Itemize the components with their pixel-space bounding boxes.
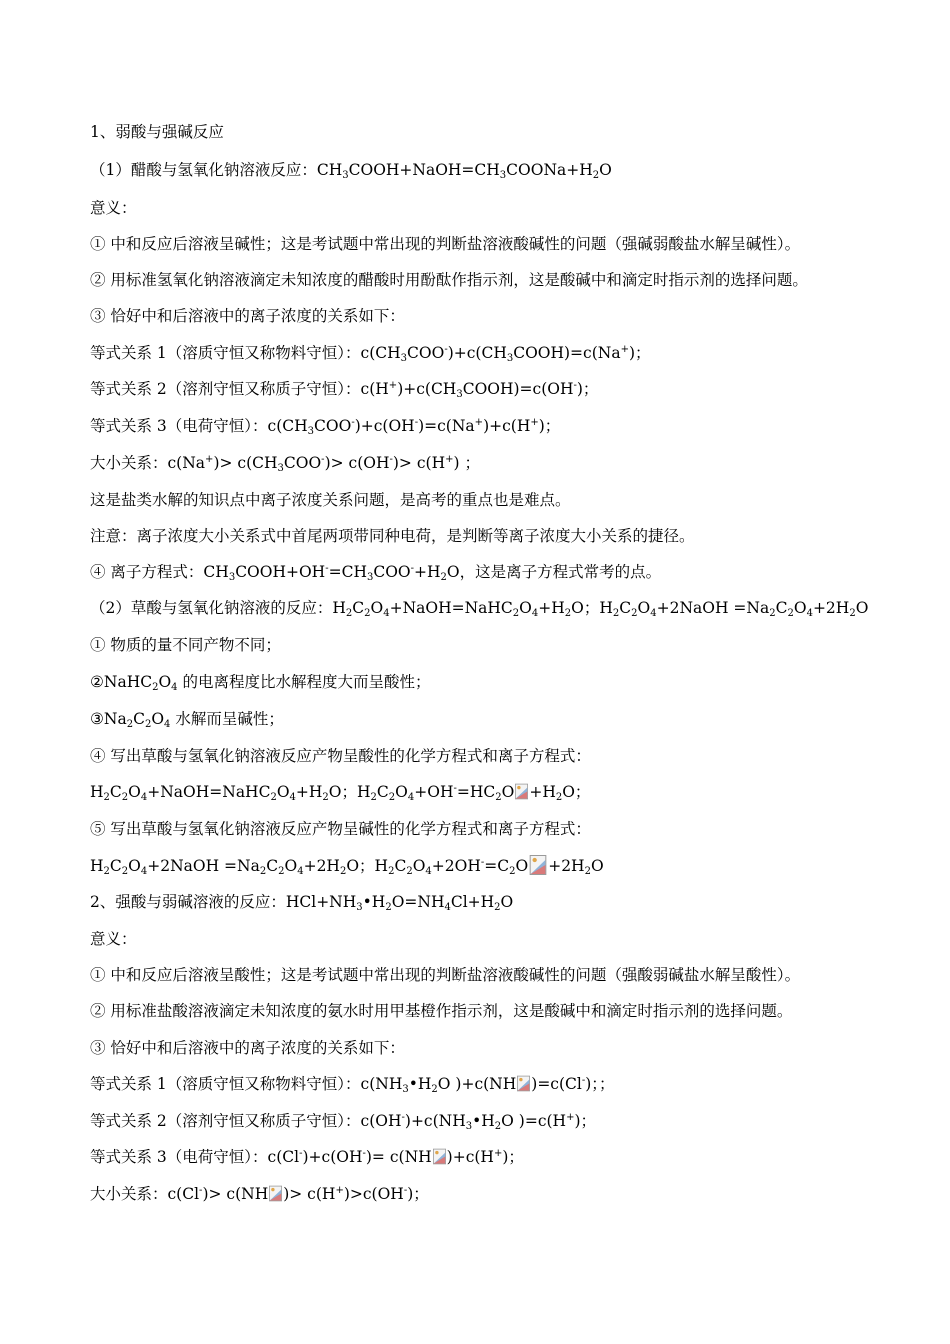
text-segment: O )+c(NH (437, 1075, 517, 1093)
text-segment: +NaOH=NaHC (389, 599, 513, 617)
subscript: 2 (388, 792, 396, 803)
text-segment: O (370, 599, 384, 617)
text-line (90, 270, 808, 290)
text-segment: 注意：离子浓度大小关系式中首尾两项带同种电荷，是判断等离子浓度大小关系的捷径。 (90, 527, 695, 545)
text-segment: COOH+NaOH=CH (348, 161, 500, 179)
text-line (90, 855, 604, 876)
text-segment: ② 用标准氢氧化钠溶液滴定未知浓度的醋酸时用酚酞作指示剂，这是酸碱中和滴定时指示剂的选择问题。 (90, 271, 808, 289)
text-segment: )+c(OH (302, 1148, 363, 1166)
text-segment: +2H (303, 857, 340, 875)
text-segment: O，这是离子方程式常考的点。 (446, 563, 662, 581)
embedded-formula-icon (517, 1074, 530, 1093)
text-line (90, 379, 598, 399)
text-segment: O (412, 857, 426, 875)
text-line (90, 709, 284, 729)
superscript: - (581, 1075, 586, 1086)
text-segment: O (500, 893, 514, 911)
text-segment: O (519, 599, 532, 617)
subscript: 2 (849, 608, 856, 619)
text-line (90, 490, 571, 510)
subscript: 2 (631, 608, 638, 619)
text-segment: 这是盐类水解的知识点中离子浓度关系问题，是高考的重点也是难点。 (90, 491, 571, 509)
subscript: 2 (769, 608, 776, 619)
subscript: 4 (297, 866, 304, 877)
text-segment: 等式关系 2（溶剂守恒又称质子守恒）：c(H (90, 380, 389, 398)
text-line (90, 1038, 405, 1058)
subscript: 3 (506, 353, 514, 364)
subscript: 2 (126, 719, 134, 730)
text-segment: )=c(Cl (531, 1075, 582, 1093)
subscript: 2 (152, 682, 159, 693)
subscript: 2 (144, 719, 152, 730)
text-segment: O； (562, 783, 591, 801)
subscript: 2 (494, 902, 501, 913)
subscript: 2 (431, 1084, 438, 1095)
text-segment: =C (484, 857, 510, 875)
text-segment: C (352, 599, 365, 617)
subscript: 2 (278, 866, 285, 877)
text-segment: O (599, 161, 612, 179)
text-segment: 等式关系 3（电荷守恒）：c(CH (90, 417, 308, 435)
subscript: 2 (103, 792, 110, 803)
text-line (90, 746, 591, 766)
superscript: - (389, 454, 393, 465)
subscript: 4 (650, 608, 657, 619)
subscript: 4 (140, 792, 148, 803)
text-segment: ③ 恰好中和后溶液中的离子浓度的关系如下： (90, 307, 405, 325)
text-line (90, 453, 480, 473)
subscript: 3 (465, 1121, 473, 1132)
text-segment: +2H (548, 857, 585, 875)
subscript: 2 (555, 792, 563, 803)
subscript: 4 (425, 866, 432, 877)
text-line (90, 416, 560, 436)
subscript: 3 (402, 1084, 409, 1095)
superscript: - (410, 563, 415, 574)
text-segment: 大小关系：c(Cl (90, 1185, 200, 1203)
subscript: 3 (307, 426, 315, 437)
text-segment: C (775, 599, 788, 617)
text-line (90, 672, 430, 692)
superscript: + (474, 417, 484, 428)
subscript: 2 (495, 792, 502, 803)
text-segment: )； (538, 417, 561, 435)
text-segment: +2H (812, 599, 850, 617)
embedded-formula-icon (269, 1184, 282, 1203)
subscript: 4 (531, 608, 539, 619)
subscript: 2 (406, 866, 413, 877)
text-segment: +OH (414, 783, 454, 801)
subscript: 2 (259, 866, 267, 877)
text-segment: )；； (585, 1075, 615, 1093)
text-segment: C (109, 857, 122, 875)
text-segment: +2NaOH =Na (656, 599, 770, 617)
subscript: 2 (494, 1121, 502, 1132)
text-segment: O；H (328, 783, 371, 801)
subscript: 4 (164, 719, 171, 730)
text-segment: C (109, 783, 122, 801)
subscript: 2 (512, 608, 520, 619)
subscript: 2 (121, 866, 129, 877)
superscript: + (530, 417, 539, 428)
subscript: 4 (806, 608, 813, 619)
text-segment: 大小关系：c(Na (90, 454, 206, 472)
text-segment: +2OH (431, 857, 481, 875)
superscript: - (573, 380, 577, 391)
text-segment: O (501, 783, 515, 801)
subscript: 2 (592, 170, 600, 181)
text-segment: （2）草酸与氢氧化钠溶液的反应：H (90, 599, 346, 617)
text-line (90, 819, 591, 839)
text-segment: O (128, 857, 141, 875)
superscript: + (445, 454, 454, 465)
text-line (90, 234, 800, 254)
subscript: 3 (277, 463, 284, 474)
text-line (90, 892, 513, 912)
text-segment: O (276, 783, 290, 801)
text-segment: 水解而呈碱性； (170, 710, 284, 728)
text-segment: O (158, 673, 172, 691)
text-segment: )+c(H (483, 417, 531, 435)
text-segment: C (133, 710, 145, 728)
subscript: 2 (364, 608, 371, 619)
text-segment: O (128, 783, 141, 801)
text-line (90, 1001, 792, 1021)
subscript: 3 (342, 170, 349, 181)
text-segment: COO (283, 454, 322, 472)
subscript: 2 (388, 866, 395, 877)
text-line (90, 1074, 615, 1094)
subscript: 2 (440, 572, 447, 583)
text-line (90, 160, 612, 180)
text-segment: ②NaHC (90, 673, 153, 691)
superscript: + (388, 380, 398, 391)
embedded-formula-icon (529, 855, 547, 875)
superscript: - (351, 417, 355, 428)
text-segment: )； (628, 344, 651, 362)
text-segment: COO (407, 344, 445, 362)
text-segment: O )=c(H (501, 1112, 567, 1130)
text-segment: )+c(CH (447, 344, 507, 362)
text-line (90, 562, 661, 582)
text-segment: )>c(OH (343, 1185, 404, 1203)
text-segment: +H (529, 783, 556, 801)
superscript: - (325, 563, 329, 574)
text-line (90, 929, 137, 949)
text-segment: 意义： (90, 930, 137, 948)
text-segment: )； (576, 380, 599, 398)
text-line (90, 343, 651, 363)
text-segment: H (90, 857, 104, 875)
subscript: 2 (103, 866, 110, 877)
text-segment: +H (538, 599, 565, 617)
superscript: - (480, 857, 485, 868)
text-segment: )； (574, 1112, 597, 1130)
text-segment: O (515, 857, 529, 875)
subscript: 2 (121, 792, 129, 803)
subscript: 2 (509, 866, 516, 877)
superscript: + (493, 1148, 503, 1159)
subscript: 2 (270, 792, 277, 803)
subscript: 2 (612, 608, 620, 619)
text-segment: C (266, 857, 279, 875)
text-segment: O (151, 710, 165, 728)
text-segment: 的电离程度比水解程度大而呈酸性； (177, 673, 431, 691)
embedded-formula-icon (433, 1147, 446, 1166)
subscript: 4 (383, 608, 390, 619)
text-segment: O (284, 857, 298, 875)
superscript: - (414, 417, 419, 428)
text-segment: )； (502, 1148, 524, 1166)
superscript: + (620, 344, 629, 355)
subscript: 2 (584, 866, 591, 877)
text-line (90, 306, 405, 326)
subscript: 4 (171, 682, 178, 693)
text-line (90, 526, 695, 546)
text-segment: C (394, 857, 407, 875)
text-segment: O=NH (391, 893, 445, 911)
subscript: 2 (787, 608, 794, 619)
text-line (90, 782, 590, 802)
text-segment: 等式关系 1（溶质守恒又称物料守恒）：c(CH (90, 344, 401, 362)
subscript: 2 (345, 608, 353, 619)
text-segment: ③ 恰好中和后溶液中的离子浓度的关系如下： (90, 1039, 405, 1057)
embedded-formula-icon (515, 782, 528, 801)
text-line (90, 198, 137, 218)
text-segment: 等式关系 2（溶剂守恒又称质子守恒）：c(OH (90, 1112, 402, 1130)
text-segment: COOH)=c(Na (513, 344, 621, 362)
superscript: - (403, 1185, 408, 1196)
subscript: 3 (228, 572, 236, 583)
subscript: 3 (400, 353, 408, 364)
superscript: - (453, 783, 457, 794)
text-segment: O (637, 599, 651, 617)
text-line (90, 1147, 524, 1167)
superscript: - (401, 1112, 405, 1123)
subscript: 2 (564, 608, 572, 619)
text-line (90, 1184, 429, 1204)
text-line (90, 598, 868, 618)
text-segment: COONa+H (506, 161, 593, 179)
text-segment: ② 用标准盐酸溶液滴定未知浓度的氨水时用甲基橙作指示剂，这是酸碱中和滴定时指示剂的选择问题。 (90, 1002, 793, 1020)
text-segment: +H (295, 783, 323, 801)
text-segment: COO (314, 417, 352, 435)
text-segment: )> c(OH (324, 454, 390, 472)
text-segment: =HC (456, 783, 496, 801)
subscript: 2 (370, 792, 377, 803)
superscript: - (444, 344, 448, 355)
text-segment: H (90, 783, 104, 801)
subscript: 4 (407, 792, 415, 803)
superscript: - (321, 454, 325, 465)
text-segment: O (855, 599, 869, 617)
text-segment: 等式关系 3（电荷守恒）：c(Cl (90, 1148, 300, 1166)
text-segment: )+c(H (446, 1148, 494, 1166)
text-segment: ④ 离子方程式：CH (90, 563, 229, 581)
text-line (90, 635, 281, 655)
text-segment: +2NaOH =Na (147, 857, 260, 875)
text-segment: 等式关系 1（溶质守恒又称物料守恒）：c(NH (90, 1075, 403, 1093)
text-segment: （1）醋酸与氢氧化钠溶液反应：CH (90, 161, 343, 179)
text-segment: •H (408, 1075, 432, 1093)
text-segment: +NaOH=NaHC (147, 783, 271, 801)
text-segment: COOH+OH (235, 563, 326, 581)
text-segment: 1、弱酸与强碱反应 (90, 123, 224, 141)
text-segment: )+c(NH (404, 1112, 466, 1130)
text-segment: ) ； (453, 454, 480, 472)
text-segment: )= c(NH (365, 1148, 432, 1166)
superscript: - (299, 1148, 303, 1159)
subscript: 4 (289, 792, 296, 803)
text-line (90, 1111, 596, 1131)
text-segment: )> c(NH (202, 1185, 269, 1203)
text-segment: )=c(Na (418, 417, 475, 435)
subscript: 3 (499, 170, 507, 181)
text-segment: 2、强酸与弱碱溶液的反应：HCl+NH (90, 893, 357, 911)
subscript: 3 (366, 572, 374, 583)
subscript: 4 (140, 866, 148, 877)
superscript: + (566, 1112, 575, 1123)
superscript: + (335, 1185, 344, 1196)
subscript: 3 (456, 389, 463, 400)
text-segment: ① 中和反应后溶液呈酸性；这是考试题中常出现的判断盐溶液酸碱性的问题（强酸弱碱盐水解呈酸性）。 (90, 966, 801, 984)
text-segment: ① 物质的量不同产物不同； (90, 636, 281, 654)
superscript: + (205, 454, 214, 465)
text-line (90, 965, 800, 985)
subscript: 3 (356, 902, 363, 913)
text-segment: )+c(CH (397, 380, 457, 398)
text-segment: •H (472, 1112, 495, 1130)
text-segment: ⑤ 写出草酸与氢氧化钠溶液反应产物呈碱性的化学方程式和离子方程式： (90, 820, 591, 838)
text-segment: ④ 写出草酸与氢氧化钠溶液反应产物呈酸性的化学方程式和离子方程式： (90, 747, 591, 765)
text-segment: C (376, 783, 389, 801)
text-segment: O；H (571, 599, 613, 617)
text-segment: O (395, 783, 408, 801)
subscript: 4 (444, 902, 451, 913)
text-segment: ① 中和反应后溶液呈碱性；这是考试题中常出现的判断盐溶液酸碱性的问题（强碱弱酸盐水解呈碱性）。 (90, 235, 801, 253)
subscript: 2 (322, 792, 329, 803)
text-segment: O；H (346, 857, 389, 875)
subscript: 2 (339, 866, 347, 877)
text-segment: )> c(H (283, 1185, 336, 1203)
subscript: 2 (385, 902, 392, 913)
text-line (90, 122, 224, 142)
text-segment: =CH (328, 563, 367, 581)
text-segment: +H (414, 563, 441, 581)
superscript: - (362, 1148, 366, 1159)
text-segment: COOH)=c(OH (462, 380, 574, 398)
text-segment: COO (373, 563, 411, 581)
text-segment: O (793, 599, 807, 617)
text-segment: )； (407, 1185, 429, 1203)
text-segment: )> c(H (392, 454, 446, 472)
text-segment: 意义： (90, 199, 137, 217)
text-segment: •H (362, 893, 386, 911)
text-segment: Cl+H (450, 893, 495, 911)
text-segment: C (619, 599, 632, 617)
text-segment: ③Na (90, 710, 127, 728)
text-segment: O (590, 857, 604, 875)
text-segment: )+c(OH (354, 417, 415, 435)
superscript: - (199, 1185, 203, 1196)
text-segment: )> c(CH (213, 454, 278, 472)
